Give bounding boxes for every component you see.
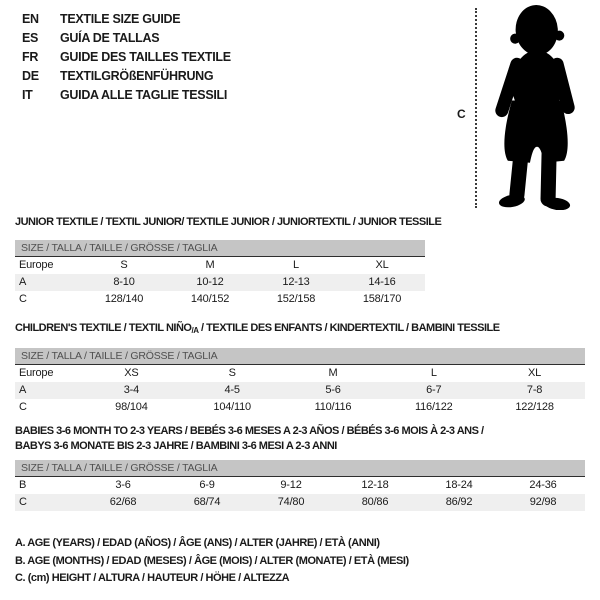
age-cell: 3-6 xyxy=(115,479,131,491)
section-heading: JUNIOR TEXTILE / TEXTIL JUNIOR/ TEXTILE JUNIOR / JUNIORTEXTIL / JUNIOR TESSILE xyxy=(15,216,442,228)
age-cell: 18-24 xyxy=(445,479,473,491)
footnote-age-months: B. AGE (MONTHS) / EDAD (MESES) / ÂGE (MOIS) / ALTER (MONATE) / ETÀ (MESI) xyxy=(15,554,409,567)
height-cell: 74/80 xyxy=(277,496,305,508)
language-row xyxy=(22,86,231,105)
guide-title: GUÍA DE TALLAS xyxy=(60,31,160,45)
guide-title: TEXTILGRÖßENFÜHRUNG xyxy=(60,69,214,83)
table-row xyxy=(15,274,425,291)
language-row xyxy=(22,10,231,29)
age-cell: 12-18 xyxy=(361,479,389,491)
size-cell: S xyxy=(120,259,128,271)
row-label: C xyxy=(19,496,27,508)
height-cell: 62/68 xyxy=(109,496,137,508)
height-cell: 158/170 xyxy=(362,293,402,305)
section-childrens-textile xyxy=(15,322,585,416)
height-cell: 80/86 xyxy=(361,496,389,508)
height-cell: 122/128 xyxy=(515,401,554,413)
language-title-list xyxy=(22,10,231,105)
age-cell: 5-6 xyxy=(325,384,341,396)
heading-line1: BABIES 3-6 MONTH TO 2-3 YEARS / BEBÉS 3-6 MESES A 2-3 AÑOS / BÉBÉS 3-6 MOIS À 2-3 ANS / xyxy=(15,425,484,437)
row-label: C xyxy=(19,293,27,305)
table-row xyxy=(15,382,585,399)
guide-title: GUIDA ALLE TAGLIE TESSILI xyxy=(60,88,228,102)
row-label: Europe xyxy=(19,259,54,271)
size-cell: M xyxy=(205,259,215,271)
guide-title: GUIDE DES TAILLES TEXTILE xyxy=(60,50,231,64)
height-cell: 116/122 xyxy=(415,401,453,413)
footnote-age-years: A. AGE (YEARS) / EDAD (AÑOS) / ÂGE (ANS) / ALTER (JAHRE) / ETÀ (ANNI) xyxy=(15,537,380,549)
language-code: DE xyxy=(22,69,39,83)
heading-main: CHILDREN'S TEXTILE / TEXTIL NIÑO xyxy=(15,322,192,334)
row-label: C xyxy=(19,401,27,413)
height-cell: 104/110 xyxy=(213,401,251,413)
table-row xyxy=(15,291,425,308)
row-label: B xyxy=(19,479,27,491)
height-cell: 128/140 xyxy=(104,293,144,305)
size-cell: XL xyxy=(375,259,389,271)
table-row xyxy=(15,257,425,274)
toddler-silhouette-icon xyxy=(486,4,584,210)
table-row xyxy=(15,399,585,416)
language-code: FR xyxy=(22,50,39,64)
size-header-bar: SIZE / TALLA / TAILLE / GRÖSSE / TAGLIA xyxy=(15,240,425,257)
table-row xyxy=(15,494,585,511)
footnotes xyxy=(15,535,409,588)
size-cell: M xyxy=(328,367,338,379)
size-cell: S xyxy=(228,367,236,379)
size-header-bar: SIZE / TALLA / TAILLE / GRÖSSE / TAGLIA xyxy=(15,348,585,365)
row-label: A xyxy=(19,276,27,288)
size-cell: L xyxy=(293,259,299,271)
age-cell: 24-36 xyxy=(529,479,557,491)
height-cell: 140/152 xyxy=(190,293,230,305)
row-label: Europe xyxy=(19,367,54,379)
height-dotted-line xyxy=(475,8,477,208)
age-cell: 4-5 xyxy=(224,384,240,396)
section-junior-textile xyxy=(15,216,442,308)
age-cell: 6-9 xyxy=(199,479,215,491)
age-cell: 14-16 xyxy=(368,276,396,288)
language-row xyxy=(22,29,231,48)
section-babies-textile xyxy=(15,424,585,511)
height-cell: 110/116 xyxy=(314,401,352,413)
age-cell: 6-7 xyxy=(426,384,442,396)
size-header-bar: SIZE / TALLA / TAILLE / GRÖSSE / TAGLIA xyxy=(15,460,585,477)
section-heading xyxy=(15,322,585,337)
size-cell: XL xyxy=(528,367,542,379)
size-cell: L xyxy=(430,367,437,379)
age-cell: 10-12 xyxy=(196,276,224,288)
age-cell: 8-10 xyxy=(113,276,135,288)
heading-subscript: /A xyxy=(191,326,199,335)
age-cell: 3-4 xyxy=(123,384,140,396)
language-code: IT xyxy=(22,88,33,102)
heading-line2: BABYS 3-6 MONATE BIS 2-3 JAHRE / BAMBINI 3-6 MESI A 2-3 ANNI xyxy=(15,440,337,452)
guide-title: TEXTILE SIZE GUIDE xyxy=(60,12,181,26)
age-cell: 7-8 xyxy=(526,384,543,396)
language-code: ES xyxy=(22,31,39,45)
footnote-height: C. (cm) HEIGHT / ALTURA / HAUTEUR / HÖHE / ALTEZZA xyxy=(15,572,290,584)
size-cell: XS xyxy=(124,367,139,379)
heading-rest: / TEXTILE DES ENFANTS / KINDERTEXTIL / BAMBINI TESSILE xyxy=(198,322,500,334)
height-cell: 86/92 xyxy=(445,496,473,508)
table-row xyxy=(15,365,585,382)
language-code: EN xyxy=(22,12,39,26)
age-cell: 9-12 xyxy=(280,479,302,491)
age-cell: 12-13 xyxy=(282,276,310,288)
row-label: A xyxy=(19,384,27,396)
language-row xyxy=(22,48,231,67)
height-cell: 92/98 xyxy=(529,496,557,508)
section-heading xyxy=(15,424,585,454)
height-cell: 152/158 xyxy=(276,293,316,305)
table-row xyxy=(15,477,585,494)
language-row xyxy=(22,67,231,86)
height-cell: 98/104 xyxy=(115,401,148,413)
height-cell: 68/74 xyxy=(193,496,221,508)
height-measure-label: C xyxy=(457,107,466,121)
